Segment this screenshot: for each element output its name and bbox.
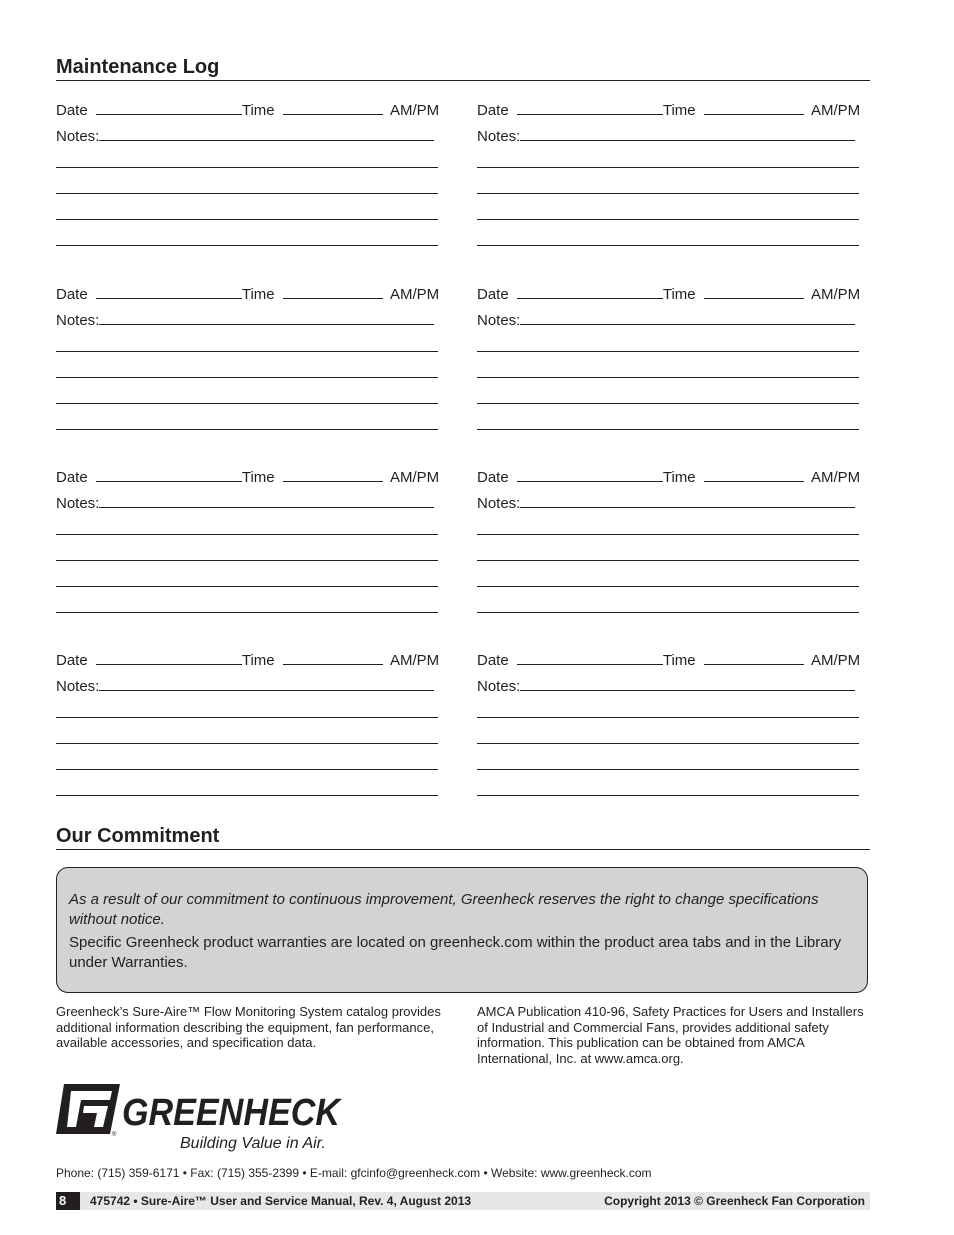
catalog-reference: Greenheck’s Sure-Aire™ Flow Monitoring System catalog provides additional information describing the equipment, fan performance, available accessories, and specification data. [56, 1004, 441, 1050]
log-entry-datetime-row [477, 467, 860, 487]
log-entry-notes-row [477, 676, 855, 696]
commitment-box [56, 867, 868, 993]
log-entry-notes-row [56, 310, 434, 330]
note-line[interactable] [56, 717, 438, 718]
log-entry [477, 96, 867, 266]
log-entry-notes-row [56, 676, 434, 696]
brand-name: GREENHECK [122, 1092, 343, 1134]
note-line[interactable] [477, 586, 859, 587]
page-number: 8 [56, 1192, 80, 1210]
amca-reference: AMCA Publication 410-96, Safety Practices for Users and Installers of Industrial and Commercial Fans, provides additional safety information. This publication can be obtained from AMCA International, Inc. at www.amca.org. [477, 1004, 864, 1066]
ampm-label: AM/PM [389, 652, 440, 669]
date-label: Date [56, 469, 88, 486]
ampm-label: AM/PM [810, 286, 861, 303]
date-label: Date [56, 652, 88, 669]
date-field[interactable] [517, 100, 663, 115]
commitment-title: Our Commitment [56, 825, 220, 847]
note-line[interactable] [477, 193, 859, 194]
time-field[interactable] [283, 650, 383, 665]
note-line[interactable] [56, 193, 438, 194]
note-line[interactable] [477, 717, 859, 718]
time-label: Time [241, 286, 275, 303]
ampm-label: AM/PM [810, 469, 861, 486]
ampm-label: AM/PM [810, 652, 861, 669]
time-field[interactable] [704, 650, 804, 665]
log-entry [477, 280, 867, 450]
registered-mark: ® [112, 1132, 117, 1138]
greenheck-logo [56, 1082, 346, 1154]
time-field[interactable] [283, 467, 383, 482]
note-line[interactable] [477, 612, 859, 613]
log-entry [56, 646, 446, 816]
time-label: Time [662, 469, 696, 486]
log-entry-notes-row [477, 493, 855, 513]
note-line[interactable] [477, 769, 859, 770]
note-line[interactable] [56, 612, 438, 613]
date-label: Date [477, 102, 509, 119]
note-line[interactable] [56, 429, 438, 430]
note-line[interactable] [477, 403, 859, 404]
date-field[interactable] [517, 467, 663, 482]
note-line[interactable] [477, 560, 859, 561]
note-line[interactable] [477, 351, 859, 352]
note-line[interactable] [477, 795, 859, 796]
note-line[interactable] [477, 743, 859, 744]
date-field[interactable] [96, 100, 242, 115]
time-label: Time [241, 102, 275, 119]
note-line[interactable] [56, 245, 438, 246]
contact-info: Phone: (715) 359-6171 • Fax: (715) 355-2399 • E-mail: gfcinfo@greenheck.com • Website: www.greenheck.com [56, 1166, 652, 1180]
log-entry-datetime-row [56, 284, 439, 304]
note-line[interactable] [477, 534, 859, 535]
notes-field[interactable] [520, 310, 855, 325]
log-entry-notes-row [56, 126, 434, 146]
maintenance-log-rule [56, 80, 870, 81]
notes-label: Notes: [56, 678, 100, 695]
log-entry [477, 646, 867, 816]
note-line[interactable] [56, 377, 438, 378]
notes-field[interactable] [520, 493, 855, 508]
time-field[interactable] [283, 284, 383, 299]
log-entry-datetime-row [477, 284, 860, 304]
notes-field[interactable] [520, 676, 855, 691]
note-line[interactable] [56, 534, 438, 535]
log-entry-datetime-row [56, 467, 439, 487]
time-label: Time [662, 286, 696, 303]
commitment-rule [56, 849, 870, 850]
log-entry [56, 280, 446, 450]
log-entry [56, 463, 446, 633]
log-entry-datetime-row [56, 100, 439, 120]
page-footer [56, 1192, 870, 1210]
notes-label: Notes: [477, 312, 521, 329]
note-line[interactable] [56, 560, 438, 561]
notes-field[interactable] [99, 126, 434, 141]
note-line[interactable] [477, 429, 859, 430]
date-label: Date [477, 286, 509, 303]
date-label: Date [56, 102, 88, 119]
log-entry-datetime-row [477, 650, 860, 670]
log-entry-notes-row [477, 310, 855, 330]
date-field[interactable] [517, 284, 663, 299]
time-field[interactable] [704, 100, 804, 115]
log-entry [56, 96, 446, 266]
note-line[interactable] [477, 377, 859, 378]
note-line[interactable] [477, 245, 859, 246]
notes-label: Notes: [56, 312, 100, 329]
note-line[interactable] [56, 403, 438, 404]
notes-label: Notes: [477, 128, 521, 145]
maintenance-log-grid [56, 96, 870, 816]
date-label: Date [477, 469, 509, 486]
date-field[interactable] [96, 650, 242, 665]
brand-tagline: Building Value in Air. [180, 1135, 326, 1152]
log-entry-notes-row [56, 493, 434, 513]
time-label: Time [241, 469, 275, 486]
note-line[interactable] [56, 769, 438, 770]
note-line[interactable] [56, 586, 438, 587]
date-field[interactable] [96, 467, 242, 482]
log-entry-notes-row [477, 126, 855, 146]
time-label: Time [662, 652, 696, 669]
date-label: Date [477, 652, 509, 669]
time-label: Time [662, 102, 696, 119]
note-line[interactable] [56, 219, 438, 220]
notes-field[interactable] [99, 493, 434, 508]
notes-field[interactable] [99, 310, 434, 325]
date-field[interactable] [96, 284, 242, 299]
copyright: Copyright 2013 © Greenheck Fan Corporation [604, 1194, 865, 1208]
note-line[interactable] [477, 167, 859, 168]
note-line[interactable] [56, 351, 438, 352]
ampm-label: AM/PM [389, 469, 440, 486]
warranty-statement: Specific Greenheck product warranties are located on greenheck.com within the product area tabs and in the Library under Warranties. [69, 934, 842, 971]
notes-label: Notes: [56, 128, 100, 145]
date-label: Date [56, 286, 88, 303]
document-title: 475742 • Sure-Aire™ User and Service Manual, Rev. 4, August 2013 [90, 1194, 472, 1208]
notes-field[interactable] [520, 126, 855, 141]
time-field[interactable] [704, 467, 804, 482]
ampm-label: AM/PM [810, 102, 861, 119]
log-entry [477, 463, 867, 633]
notes-label: Notes: [56, 495, 100, 512]
notes-label: Notes: [477, 678, 521, 695]
date-field[interactable] [517, 650, 663, 665]
ampm-label: AM/PM [389, 102, 440, 119]
notes-label: Notes: [477, 495, 521, 512]
log-entry-datetime-row [56, 650, 439, 670]
note-line[interactable] [56, 795, 438, 796]
time-field[interactable] [283, 100, 383, 115]
log-entry-datetime-row [477, 100, 860, 120]
note-line[interactable] [56, 743, 438, 744]
time-label: Time [241, 652, 275, 669]
note-line[interactable] [56, 167, 438, 168]
note-line[interactable] [477, 219, 859, 220]
ampm-label: AM/PM [389, 286, 440, 303]
greenheck-mark-icon [56, 1082, 346, 1154]
notes-field[interactable] [99, 676, 434, 691]
maintenance-log-title: Maintenance Log [56, 56, 220, 78]
time-field[interactable] [704, 284, 804, 299]
commitment-statement: As a result of our commitment to continuous improvement, Greenheck reserves the right to change specifications without notice. [69, 891, 819, 928]
